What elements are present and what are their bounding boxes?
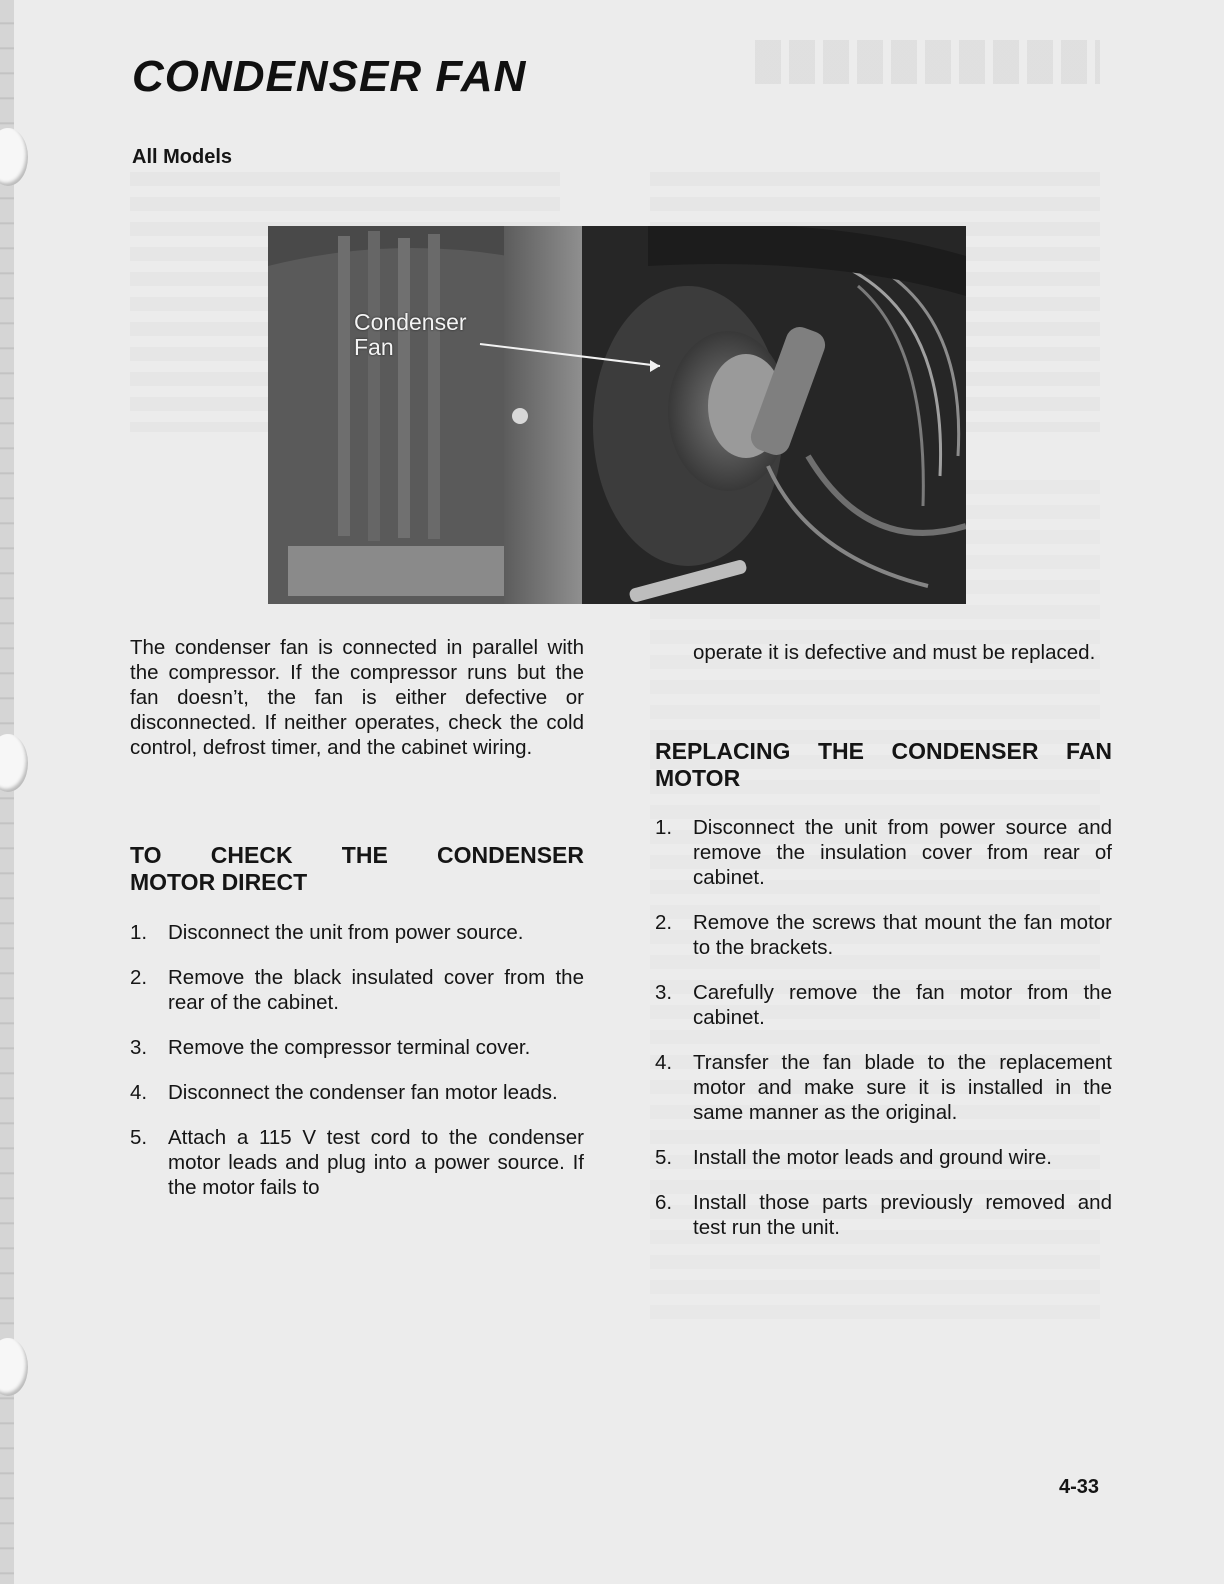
replace-step: 4. Transfer the fan blade to the replacement motor and make sure it is installed in the same manner as the original. bbox=[655, 1051, 1112, 1124]
binder-hole-middle bbox=[0, 734, 28, 792]
check-step: 2. Remove the black insulated cover from the rear of the cabinet. bbox=[130, 966, 584, 1014]
check-step: 1. Disconnect the unit from power source. bbox=[130, 921, 524, 944]
replace-step: 3. Carefully remove the fan motor from the cabinet. bbox=[655, 981, 1112, 1029]
page-number: 4-33 bbox=[1059, 1476, 1100, 1498]
replace-section-heading: REPLACING THE CONDENSER FAN MOTOR bbox=[655, 738, 1112, 791]
bleed-through-title bbox=[755, 40, 1100, 84]
binder-hole-bottom bbox=[0, 1338, 28, 1396]
callout-line-2: Fan bbox=[354, 334, 394, 360]
replace-section bbox=[655, 738, 1112, 792]
replace-step: 5. Install the motor leads and ground wire. bbox=[655, 1146, 1052, 1169]
left-column bbox=[130, 635, 584, 760]
replace-step: 1. Disconnect the unit from power source and remove the insulation cover from rear of cabinet. bbox=[655, 816, 1112, 889]
intro-paragraph: The condenser fan is connected in parallel with the compressor. If the compressor runs but the fan doesn’t, the fan is either defective or disconnected. If neither operates, check the cold control, defrost timer, and the cabinet wiring. bbox=[130, 636, 584, 759]
models-subheading: All Models bbox=[132, 146, 233, 168]
step-5-continuation: operate it is defective and must be replaced. bbox=[693, 641, 1096, 664]
check-steps bbox=[130, 920, 584, 1220]
right-column-continuation bbox=[655, 640, 1112, 665]
condenser-fan-photo bbox=[268, 226, 966, 604]
check-step: 4. Disconnect the condenser fan motor leads. bbox=[130, 1081, 558, 1104]
check-step: 5. Attach a 115 V test cord to the condenser motor leads and plug into a power source. If the motor fails to bbox=[130, 1126, 584, 1199]
check-section-heading: TO CHECK THE CONDENSER MOTOR DIRECT bbox=[130, 842, 584, 895]
check-step: 3. Remove the compressor terminal cover. bbox=[130, 1036, 531, 1059]
callout-line-1: Condenser bbox=[354, 309, 467, 335]
page-title: CONDENSER FAN bbox=[132, 52, 527, 101]
photo-callout bbox=[354, 310, 494, 360]
replace-steps bbox=[655, 815, 1112, 1260]
replace-step: 6. Install those parts previously removed and test run the unit. bbox=[655, 1191, 1112, 1239]
replace-step: 2. Remove the screws that mount the fan motor to the brackets. bbox=[655, 911, 1112, 959]
binder-hole-top bbox=[0, 128, 28, 186]
check-section bbox=[130, 842, 584, 896]
